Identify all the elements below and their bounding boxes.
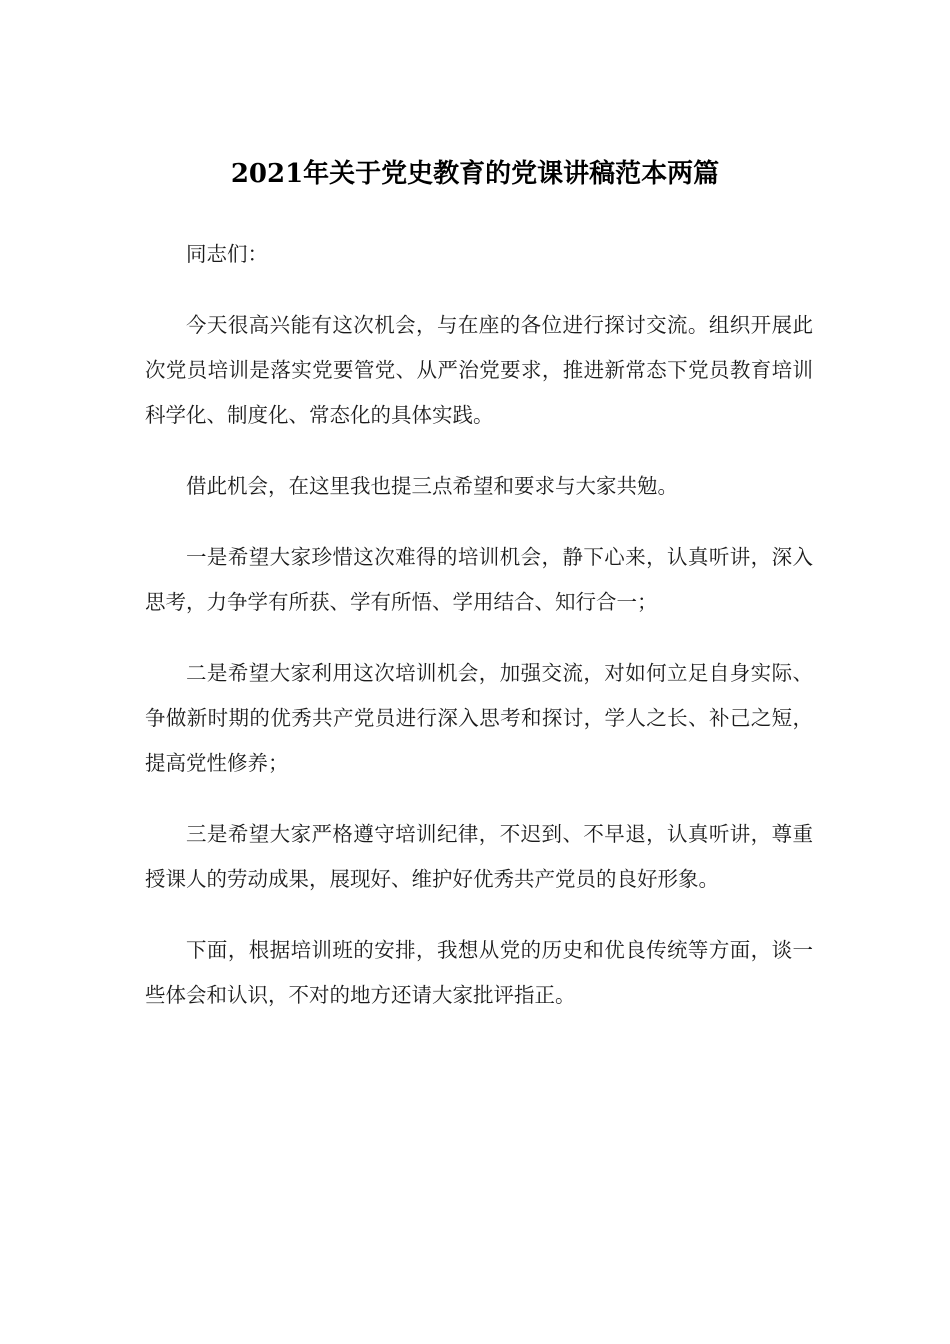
document-title: 2021年关于党史教育的党课讲稿范本两篇 xyxy=(230,159,720,189)
greeting: 同志们： xyxy=(186,242,268,266)
paragraph-intro-requirements: 借此机会，在这里我也提三点希望和要求与大家共勉。 xyxy=(186,474,678,498)
document-body xyxy=(145,232,813,1044)
paragraph-requirement-three: 三是希望大家严格遵守培训纪律，不迟到、不早退，认真听讲，尊重授课人的劳动成果，展现好、维护好优秀共产党员的良好形象。 xyxy=(145,822,813,891)
paragraph-opening: 今天很高兴能有这次机会，与在座的各位进行探讨交流。组织开展此次党员培训是落实党要管党、从严治党要求，推进新常态下党员教育培训科学化、制度化、常态化的具体实践。 xyxy=(145,313,813,427)
paragraph-transition: 下面，根据培训班的安排，我想从党的历史和优良传统等方面，谈一些体会和认识，不对的地方还请大家批评指正。 xyxy=(145,938,813,1007)
paragraph-requirement-two: 二是希望大家利用这次培训机会，加强交流，对如何立足自身实际、争做新时期的优秀共产党员进行深入思考和探讨，学人之长、补己之短，提高党性修养； xyxy=(145,661,813,775)
paragraph-requirement-one: 一是希望大家珍惜这次难得的培训机会，静下心来，认真听讲，深入思考，力争学有所获、学有所悟、学用结合、知行合一； xyxy=(145,545,813,614)
